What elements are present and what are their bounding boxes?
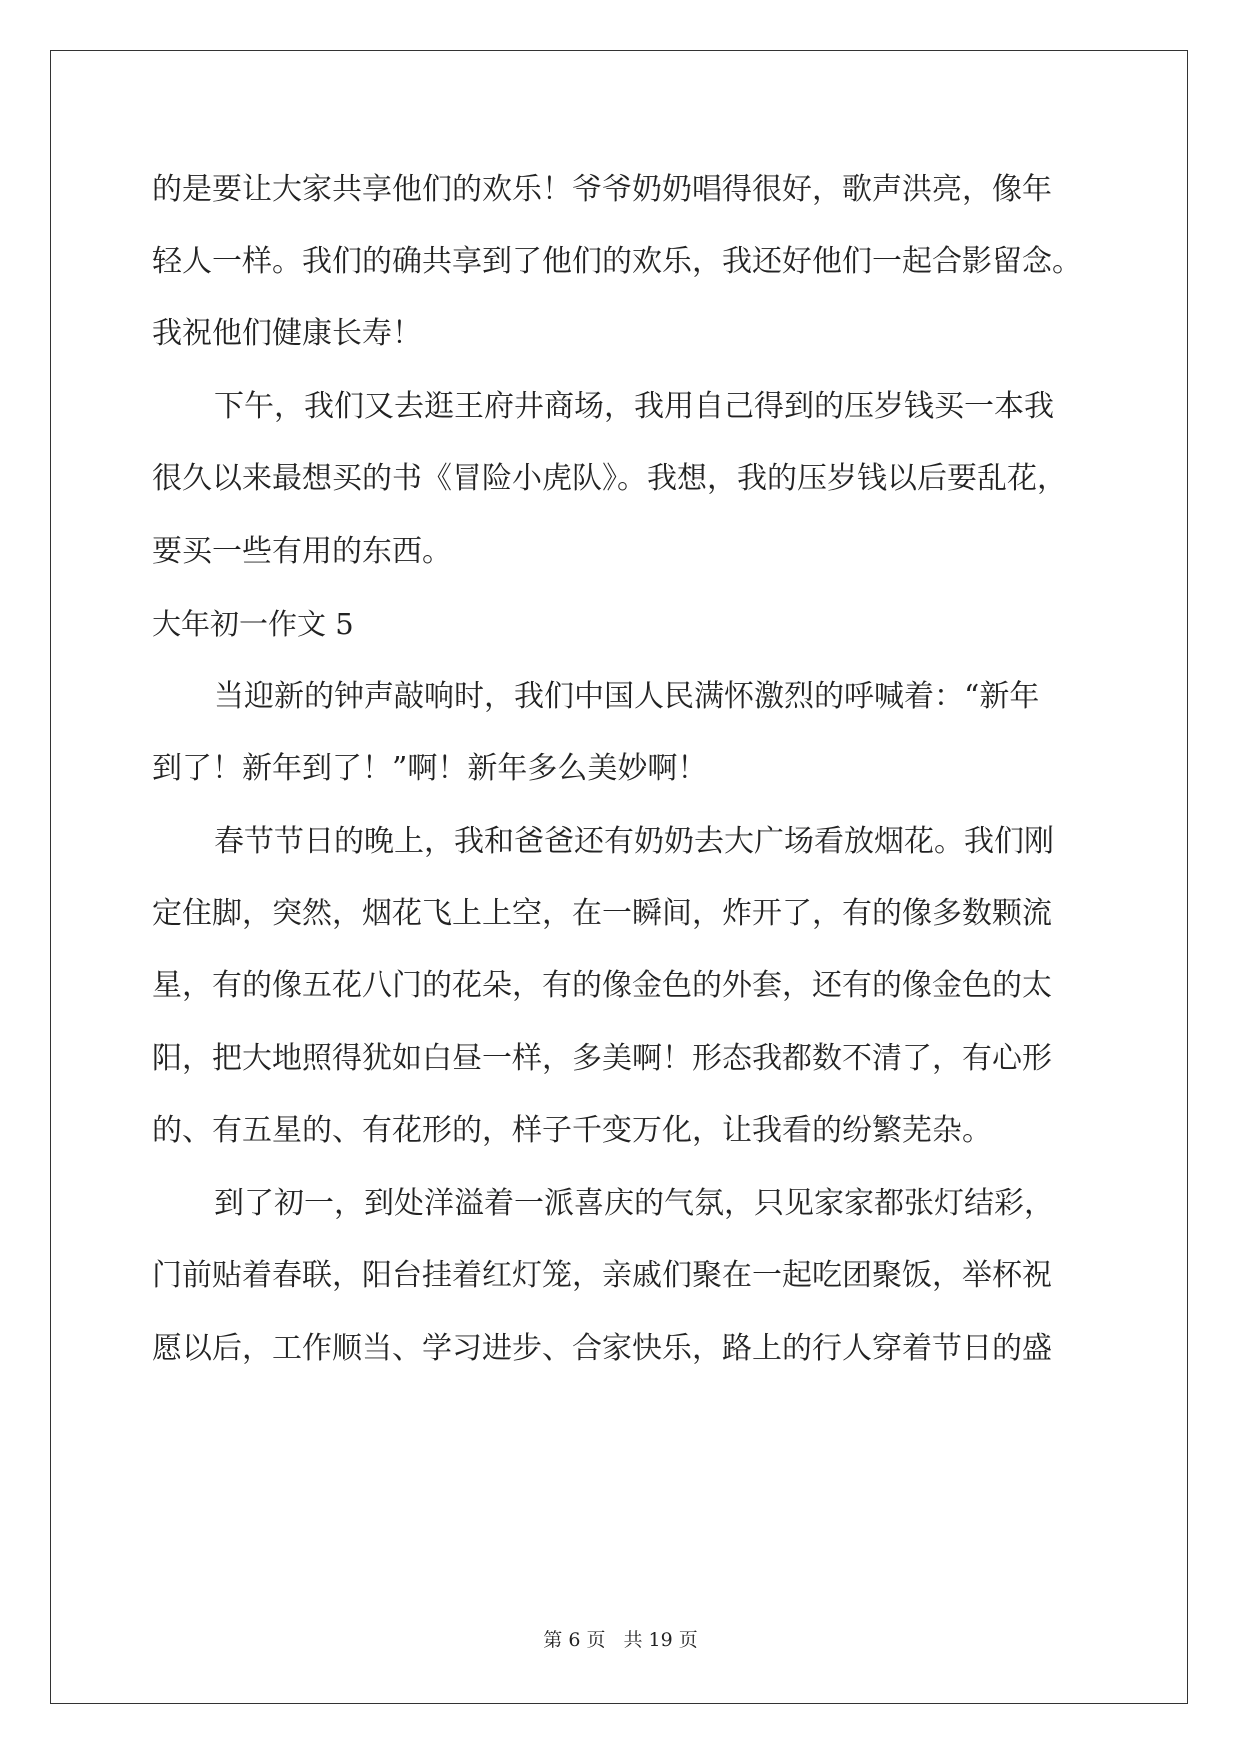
text-line: 的是要让大家共享他们的欢乐！爷爷奶奶唱得很好，歌声洪亮，像年: [152, 172, 1052, 207]
text-line: 很久以来最想买的书《冒险小虎队》。我想，我的压岁钱以后要乱花，: [152, 461, 1067, 496]
page-footer: [0, 1625, 1241, 1652]
text-line: 轻人一样。我们的确共享到了他们的欢乐，我还好他们一起合影留念。: [152, 244, 1082, 279]
paragraph-start-line: 春节节日的晚上，我和爸爸还有奶奶去大广场看放烟花。我们刚: [214, 824, 1054, 859]
text-line: 的、有五星的、有花形的，样子千变万化，让我看的纷繁芜杂。: [152, 1113, 992, 1148]
page-total: 共 19 页: [623, 1629, 698, 1651]
paragraph-start-line: 到了初一，到处洋溢着一派喜庆的气氛，只见家家都张灯结彩，: [214, 1186, 1054, 1221]
text-line: 阳，把大地照得犹如白昼一样，多美啊！形态我都数不清了，有心形: [152, 1041, 1052, 1076]
text-line: 到了！新年到了！”啊！新年多么美妙啊！: [152, 751, 708, 786]
text-line: 定住脚，突然，烟花飞上上空，在一瞬间，炸开了，有的像多数颗流: [152, 896, 1052, 931]
paragraph-start-line: 当迎新的钟声敲响时，我们中国人民满怀激烈的呼喊着：“新年: [214, 679, 1040, 714]
text-line: 星，有的像五花八门的花朵，有的像金色的外套，还有的像金色的太: [152, 968, 1052, 1003]
text-line: 愿以后，工作顺当、学习进步、合家快乐，路上的行人穿着节日的盛: [152, 1331, 1052, 1366]
page-number: 第 6 页: [543, 1629, 606, 1651]
text-line: 我祝他们健康长寿！: [152, 316, 422, 351]
text-line: 要买一些有用的东西。: [152, 534, 452, 569]
page-border: [50, 50, 1188, 1704]
text-line: 门前贴着春联，阳台挂着红灯笼，亲戚们聚在一起吃团聚饭，举杯祝: [152, 1258, 1052, 1293]
paragraph-start-line: 下午，我们又去逛王府井商场，我用自己得到的压岁钱买一本我: [214, 389, 1054, 424]
section-heading: 大年初一作文 5: [152, 607, 354, 641]
